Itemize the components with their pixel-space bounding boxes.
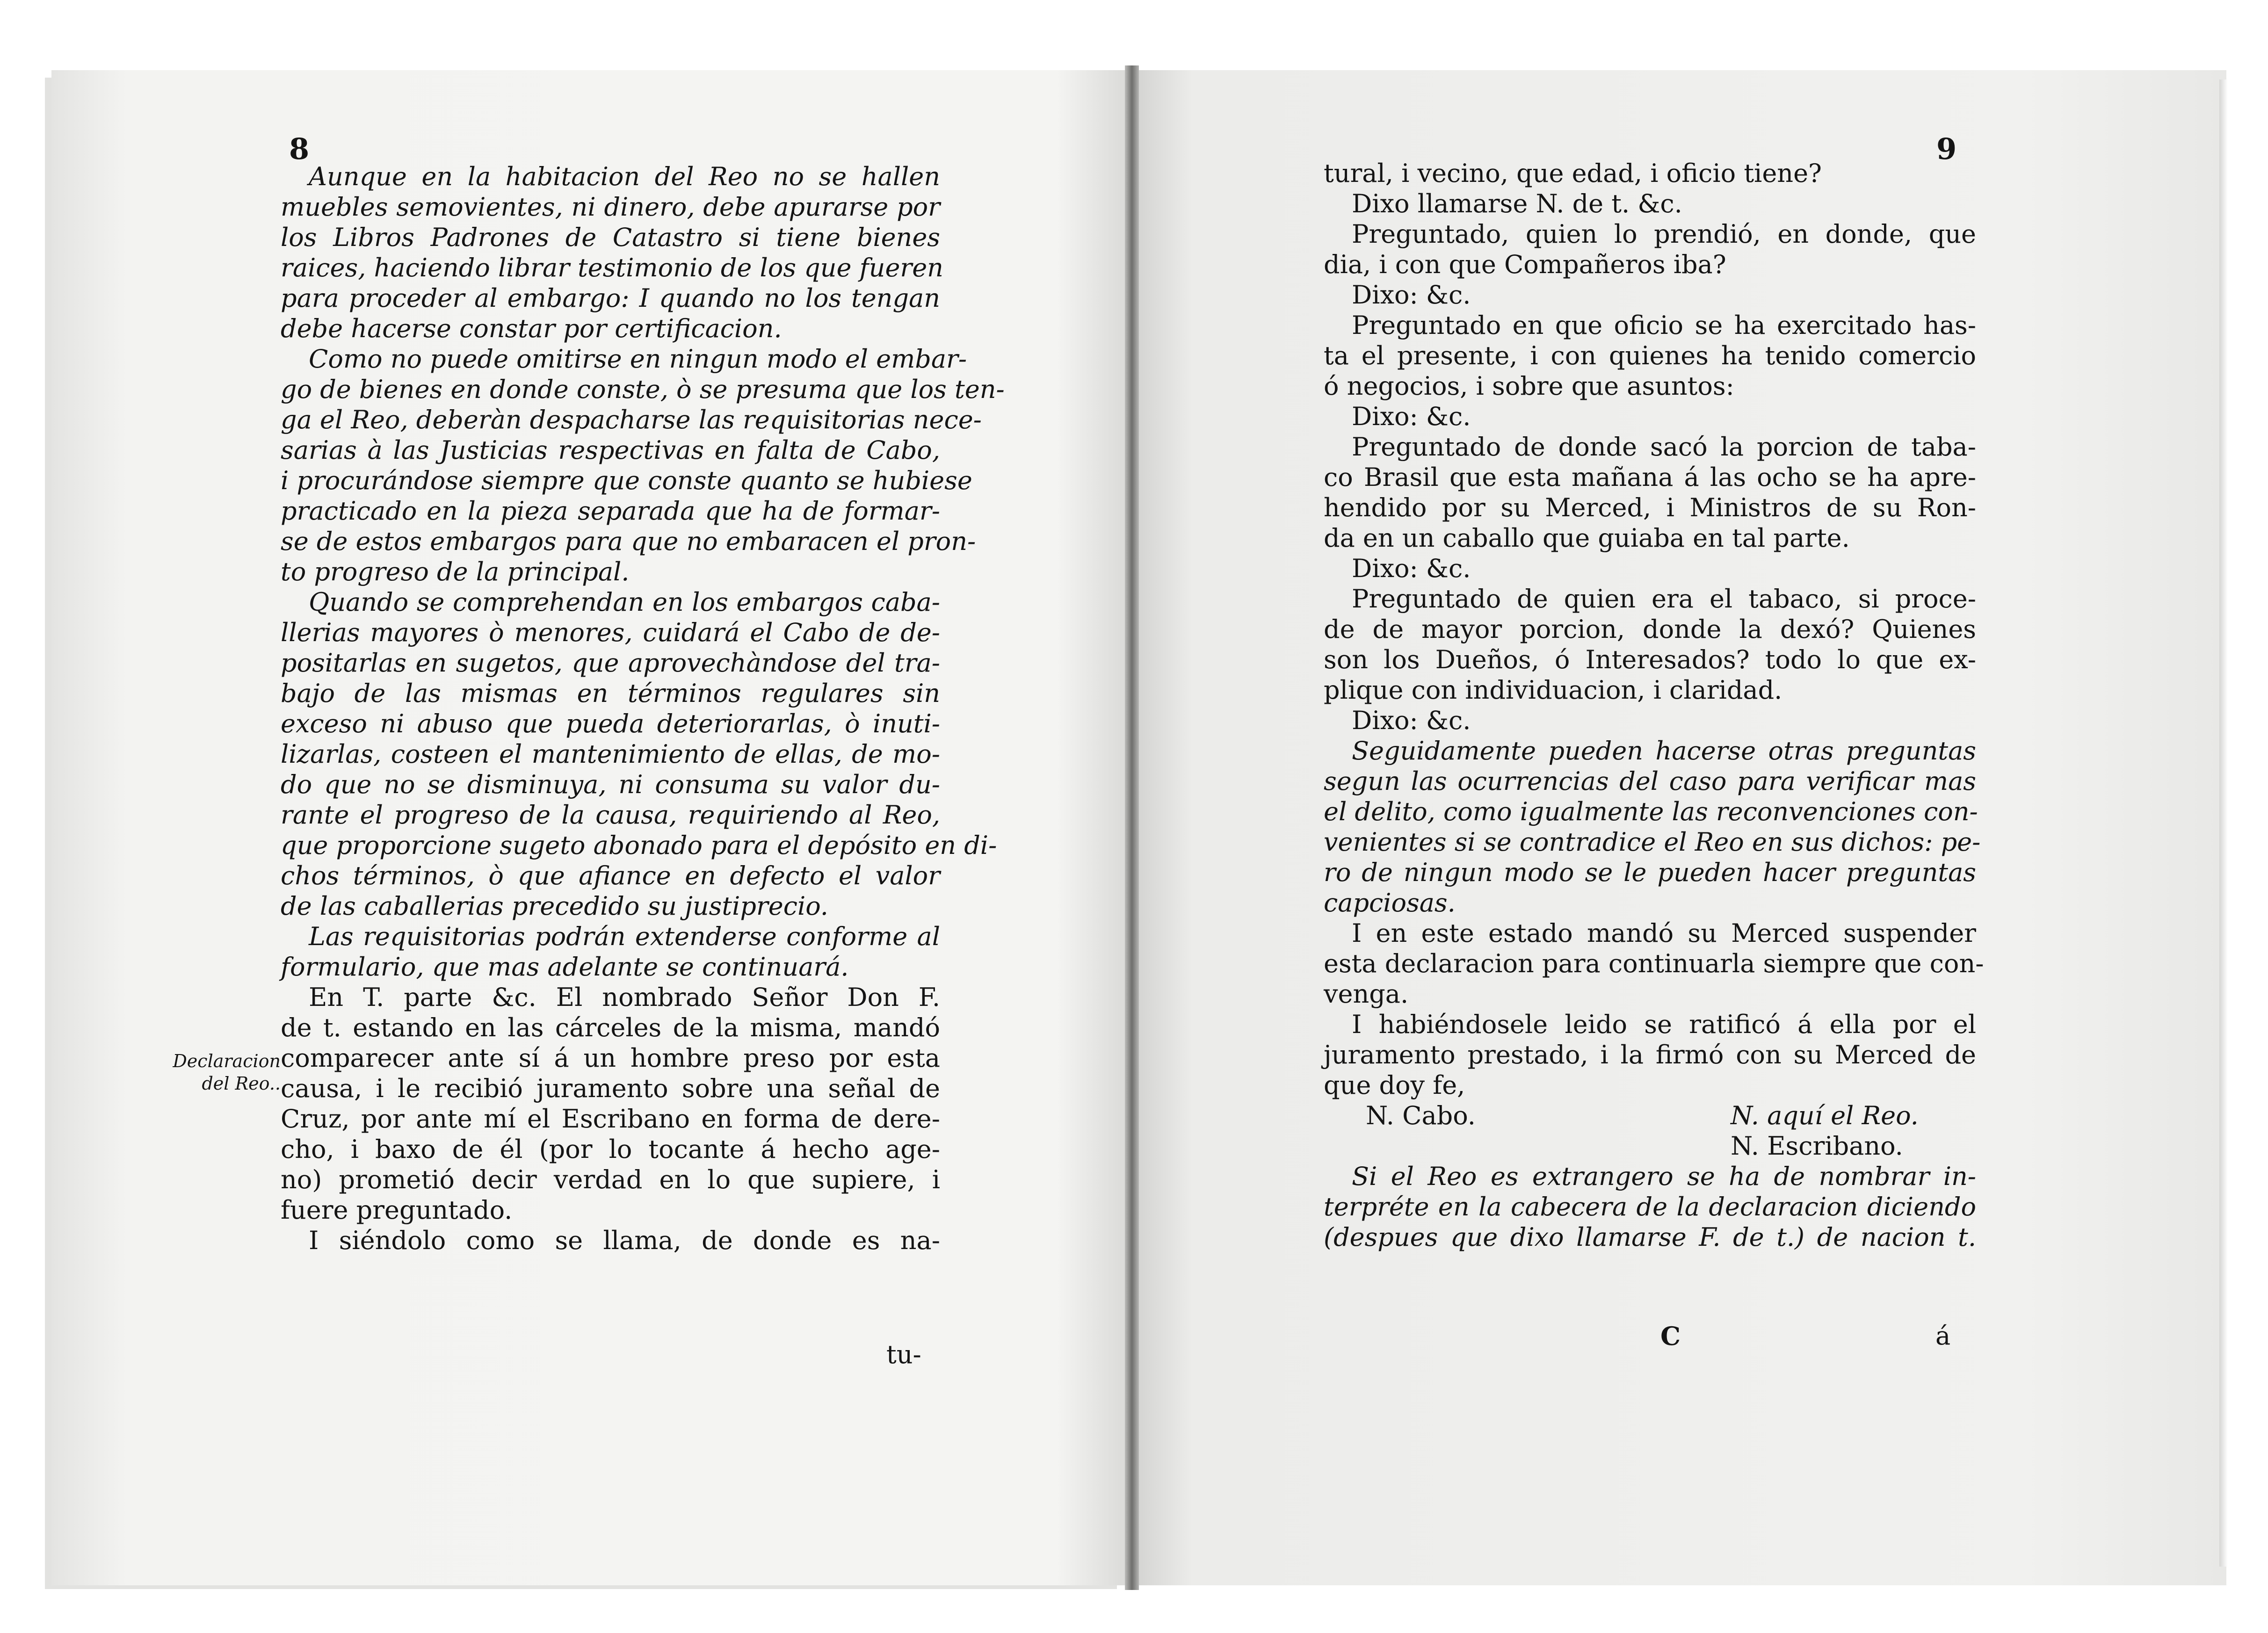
left-page-text <box>281 161 1005 1256</box>
paragraph-1: Aunque en la habitacion del Reo no se hallen muebles semovientes, ni dinero, debe apurarse por los Libros Padrones de Catastro si tiene bienes raices, haciendo librar testimonio de los que fueren para proceder al embargo: I quando no los tengan debe hacerse constar por certificacion. <box>281 162 943 343</box>
italic-paragraph: Seguidamente pueden hacerse otras preguntas segun las ocurrencias del caso para verificar mas el delito, como igualmente las reconvenciones con- venientes si se contradice el Reo en sus dichos: pe- ro de ningun modo se le pueden hacer preguntas capciosas. <box>1324 736 1981 918</box>
signature-mark: C <box>1660 1321 1681 1351</box>
right-page-text <box>1324 158 1984 1252</box>
catchword-right: á <box>1935 1321 1951 1351</box>
suspend-paragraph: I en este estado mandó su Merced suspender esta declaracion para continuarla siempre que con- venga. <box>1324 918 1984 1009</box>
margin-note: Declaracion del Reo.. <box>173 1051 281 1094</box>
page-number-right: 9 <box>1936 132 1957 166</box>
paragraph-3: Quando se comprehendan en los embargos caba- llerias mayores ò menores, cuidará el Cabo de de- positarlas en sugetos, que aprovechàndose del tra- bajo de las mismas en términos regulares sin exceso ni abuso que pueda deteriorarlas, ò inuti- lizarlas, costeen el mantenimiento de ellas, de mo- do que no se disminuya, ni consuma su valor du- rante el progreso de la causa, requiriendo al Reo, que proporcione sugeto abonado para el depósito en di- chos términos, ò que afiance en defecto el valor de las caballerias precedido su justiprecio. <box>281 587 997 921</box>
signature-cabo: N. Cabo. <box>1366 1101 1476 1130</box>
signature-reo: N. aquí el Reo. <box>1731 1101 1919 1130</box>
book-gutter <box>1125 65 1139 1590</box>
signature-row-1 <box>1324 1100 1976 1131</box>
dialogue-block: tural, i vecino, que edad, i oficio tiene? Dixo llamarse N. de t. &c. Preguntado, quien lo prendió, en donde, que dia, i con que Compañeros iba? Dixo: &c. Preguntado en que oficio se ha exercitado has- ta el presente, i con quienes ha tenido comercio ó negocios, i sobre que asuntos: Dixo: &c. Preguntado de donde sacó la porcion de taba- co Brasil que esta mañana á las ocho se ha apre- hendido por su Merced, i Ministros de su Ron- da en un caballo que guiaba en tal parte. Dixo: &c. Preguntado de quien era el tabaco, si proce- de de mayor porcion, donde la dexó? Quienes son los Dueños, ó Interesados? todo lo que ex- plique con individuacion, i claridad. Dixo: &c. <box>1324 159 1976 735</box>
catchword-left: tu- <box>886 1340 921 1369</box>
page-edge <box>2219 79 2228 1567</box>
ratify-paragraph: I habiéndosele leido se ratificó á ella por el juramento prestado, i la firmó con su Merced de que doy fe, <box>1324 1010 1976 1100</box>
signature-row-2 <box>1324 1131 1976 1161</box>
paragraph-2: Como no puede omitirse en ningun modo el embar- go de bienes en donde conste, ò se presuma que los ten- ga el Reo, deberàn despacharse las requisitorias nece- sarias à las Justicias respectivas en falta de Cabo, i procurándose siempre que conste quanto se hubiese practicado en la pieza separada que ha de formar- se de estos embargos para que no embaracen el pron- to progreso de la principal. <box>281 344 1005 586</box>
paragraph-6: I siéndolo como se llama, de donde es na- <box>309 1226 940 1255</box>
paragraph-4: Las requisitorias podrán extenderse conforme al formulario, que mas adelante se continuará. <box>281 922 940 982</box>
italic-paragraph-2: Si el Reo es extrangero se ha de nombrar in- terpréte en la cabecera de la declaracion diciendo (despues que dixo llamarse F. de t.) de nacion t. <box>1324 1162 1976 1252</box>
signature-escribano: N. Escribano. <box>1731 1131 1903 1161</box>
page-number-left: 8 <box>289 132 310 166</box>
paragraph-5: En T. parte &c. El nombrado Señor Don F. de t. estando en las cárceles de la misma, mandó comparecer ante sí á un hombre preso por esta causa, i le recibió juramento sobre una señal de Cruz, por ante mí el Escribano en forma de dere- cho, i baxo de él (por lo tocante á hecho age- no) prometió decir verdad en lo que supiere, i fuere preguntado. <box>281 983 940 1225</box>
